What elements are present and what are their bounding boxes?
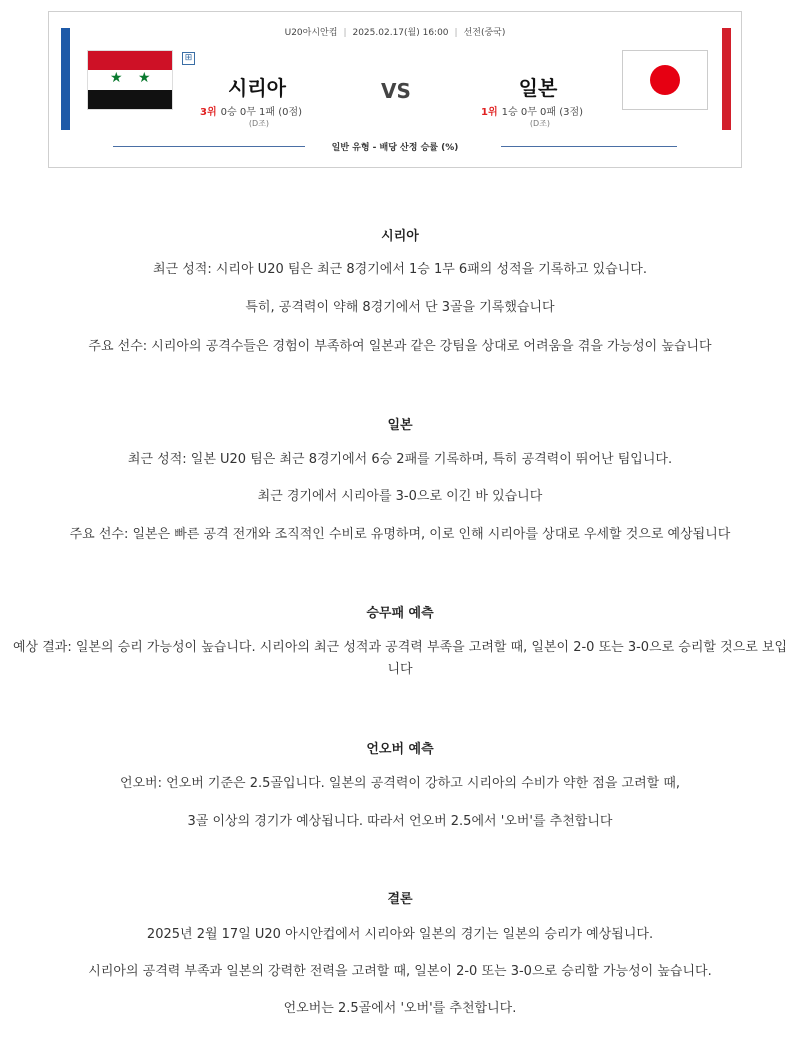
section-title-japan: 일본 [387,418,413,433]
overunder-paragraph-1: 언오버: 언오버 기준은 2.5골입니다. 일본의 공격력이 강하고 시리아의 수비가 약한 점을 고려할 때, [119,776,681,791]
syria-paragraph-3: 주요 선수: 시리아의 공격수들은 경험이 부족하여 일본과 같은 강팀을 상대로 어려움을 겪을 가능성이 높습니다 [88,339,712,354]
overunder-paragraph-2: 3골 이상의 경기가 예상됩니다. 따라서 언오버 2.5에서 '오버'를 추천합니다 [187,814,613,829]
prediction-paragraph: 예상 결과: 일본의 승리 가능성이 높습니다. 시리아의 최근 성적과 공격력 부족을 고려할 때, 일본이 2-0 또는 3-0으로 승리할 것으로 보입니다 [12,640,788,677]
section-title-prediction: 승무패 예측 [366,606,434,621]
competition: U20아시안컵 [284,28,338,38]
japan-paragraph-2: 최근 경기에서 시리아를 3-0으로 이긴 바 있습니다 [257,489,543,504]
conclusion-paragraph-3: 언오버는 2.5골에서 '오버'를 추천합니다. [283,1001,517,1016]
section-title-syria: 시리아 [381,229,419,244]
conclusion-paragraph-2: 시리아의 공격력 부족과 일본의 강력한 전력을 고려할 때, 일본이 2-0 또는 3-0으로 승리할 가능성이 높습니다. [88,964,712,979]
section-title-conclusion: 결론 [387,892,413,907]
japan-paragraph-1: 최근 성적: 일본 U20 팀은 최근 8경기에서 6승 2패를 기록하며, 특히 공격력이 뛰어난 팀입니다. [127,452,673,467]
match-card [48,11,742,168]
footer-divider-right [501,146,677,147]
away-team-name: 일본 [518,76,558,100]
japan-flag-icon [622,50,708,110]
match-venue: 선전(중국) [463,28,506,38]
vs-label: VS [381,79,411,103]
match-header: U20아시안컵 | 2025.02.17(월) 16:00 | 선전(중국) [284,28,506,38]
away-color-bar [722,28,731,130]
home-team-group: (D조) [248,119,270,128]
home-team-name: 시리아 [228,76,286,100]
away-team-record: 1위 1승 0무 0패 (3점) [481,107,584,118]
conclusion-paragraph-1: 2025년 2월 17일 U20 아시안컵에서 시리아와 일본의 경기는 일본의 승리가 예상됩니다. [146,927,654,942]
syria-paragraph-1: 최근 성적: 시리아 U20 팀은 최근 8경기에서 1승 1무 6패의 성적을 기록하고 있습니다. [153,262,647,277]
section-title-overunder: 언오버 예측 [366,742,434,757]
syria-paragraph-2: 특히, 공격력이 약해 8경기에서 단 3골을 기록했습니다 [245,300,555,315]
match-datetime: 2025.02.17(월) 16:00 [352,28,449,38]
group-table-icon[interactable]: ⊞ [182,52,195,65]
home-color-bar [61,28,70,130]
away-team-rank: 1위 [481,107,498,118]
home-team-record: 3위 0승 0무 1패 (0점) [200,107,303,118]
away-team-group: (D조) [529,119,551,128]
home-team-rank: 3위 [200,107,217,118]
syria-flag-icon: ★ ★ [87,50,173,110]
odds-type-label: 일반 유형 - 배당 산정 승률 (%) [331,143,459,153]
japan-paragraph-3: 주요 선수: 일본은 빠른 공격 전개와 조직적인 수비로 유명하며, 이로 인해 시리아를 상대로 우세할 것으로 예상됩니다 [69,527,731,542]
